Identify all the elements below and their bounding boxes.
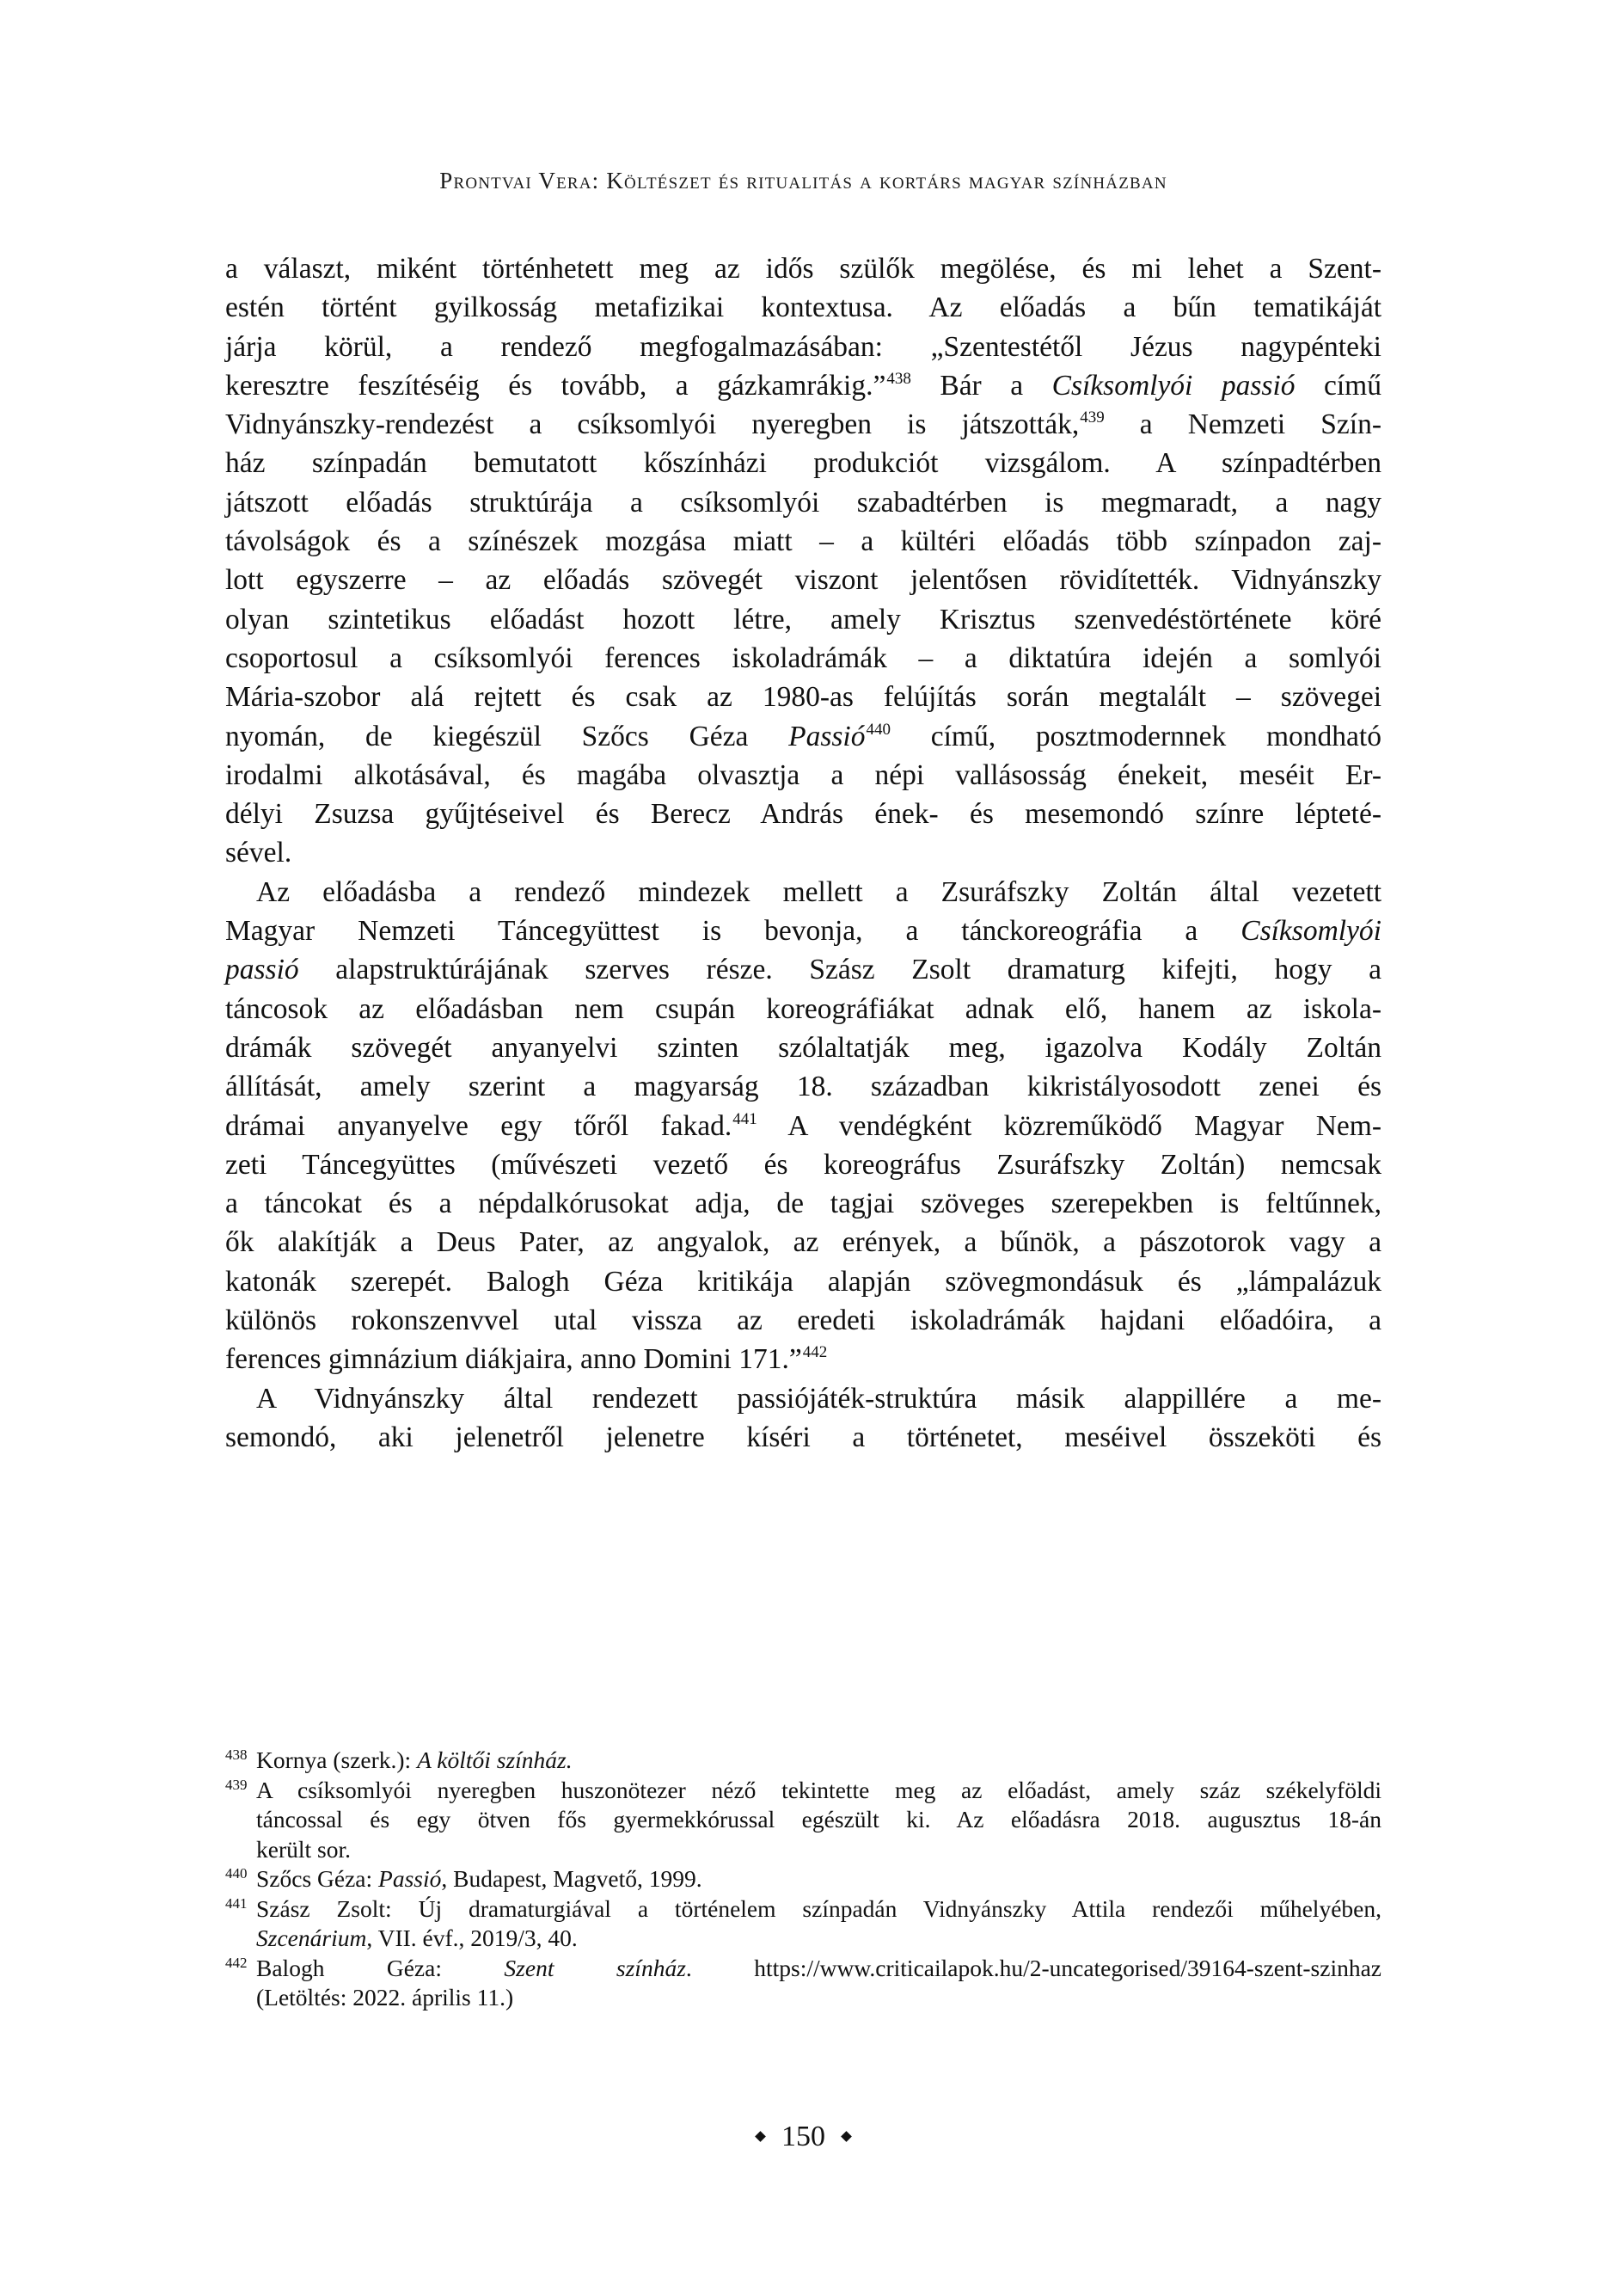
footnote-line [256,1776,1381,1806]
footnote-438 [225,1746,1381,1776]
footnote-number: 440 [225,1865,248,1882]
text-line [225,833,1381,872]
text-line [225,756,1381,795]
text-run: semondó, aki jelenetről jelenetre kíséri a történetet, meséivel összeköti és [225,1421,1381,1453]
text-run: drámák szövegét anyanyelvi szinten szólaltatják meg, igazolva Kodály Zoltán [225,1031,1381,1064]
text-line [225,600,1381,639]
text-run: című, posztmodernnek mondható [890,720,1381,752]
text-run: lott egyszerre – az előadás szövegét viszont jelentősen rövidítették. Vidnyánszky [225,564,1381,597]
text-run: című [1295,369,1381,402]
footnote-439 [225,1776,1381,1865]
italic-title: Passió [378,1865,442,1892]
body-text [225,249,1381,1457]
text-run: ferences gimnázium diákjaira, anno Domini 171.” [225,1343,802,1376]
text-line [225,1067,1381,1106]
footnote-440 [225,1864,1381,1894]
footnote-442 [225,1954,1381,2013]
text-line [225,1028,1381,1067]
footnote-reference: 441 [732,1109,757,1128]
text-run: a Nemzeti Szín- [1104,408,1381,441]
text-run: különös rokonszenvvel utal vissza az eredeti iskoladrámák hajdani előadóira, a [225,1305,1381,1337]
text-line [225,1262,1381,1301]
running-head: Prontvai Vera: Költészet és ritualitás a kortárs magyar színházban [439,168,1167,193]
paragraph [225,1379,1381,1458]
text-run: olyan szintetikus előadást hozott létre, amely Krisztus szenvedéstörténete köré [225,603,1381,635]
text-line [225,522,1381,561]
page-number: 150 [781,2121,825,2152]
text-run: alapstruktúrájának szerves része. Szász Zsolt dramaturg kifejti, hogy a [298,954,1381,986]
text-run: katonák szerepét. Balogh Géza kritikája alapján szövegmondásuk és „lámpalázuk [225,1265,1381,1298]
footnote-line [256,1924,1381,1954]
text-run: került sor. [256,1835,351,1863]
text-run: nyomán, de kiegészül Szőcs Géza [225,720,789,752]
text-run: járja körül, a rendező megfogalmazásában: „Szentestétől Jézus nagypénteki [225,330,1381,363]
text-line [225,950,1381,989]
footnote-reference: 440 [866,720,891,739]
text-line [225,912,1381,950]
italic-title: Szcenárium [256,1925,367,1951]
italic-title: Passió [788,720,866,752]
text-line [225,990,1381,1028]
text-run: . https://www.criticailapok.hu/2-uncategorised/39164-szent-szinhaz [685,1954,1382,1981]
footnote-reference: 442 [802,1343,828,1362]
footnote-line [256,1746,1381,1776]
text-run: délyi Zsuzsa gyűjtéseivel és Berecz András ének- és mesemondó színre lépteté- [225,798,1381,831]
text-run: A vendégként közreműködő Magyar Nem- [757,1109,1381,1142]
text-run: ház színpadán bemutatott kőszínházi produkciót vizsgálom. A színpadtérben [225,447,1381,480]
diamond-icon [755,2131,766,2142]
italic-title: Csíksomlyói [1241,915,1381,948]
italic-title: A költői színház. [417,1747,573,1773]
text-line [225,873,1381,912]
footnote-line [256,1864,1381,1894]
text-line [225,639,1381,678]
text-run: távolságok és a színészek mozgása miatt – a kültéri előadás több színpadon zaj- [225,525,1381,558]
italic-title: passió [225,954,299,986]
text-run: estén történt gyilkosság metafizikai kontextusa. Az előadás a bűn tematikáját [225,292,1381,324]
footnote-line [256,1983,1381,2013]
text-run: csoportosul a csíksomlyói ferences iskoladrámák – a diktatúra idején a somlyói [225,642,1381,674]
text-line [225,288,1381,327]
text-run: sével. [225,837,292,869]
text-run: Vidnyánszky-rendezést a csíksomlyói nyeregben is játszották, [225,408,1080,441]
footnote-line [256,1835,1381,1865]
paragraph [225,873,1381,1379]
text-line [225,1107,1381,1145]
footnotes-section [225,1746,1381,2013]
paragraph [225,249,1381,873]
text-line [225,795,1381,833]
footnote-number: 441 [225,1894,248,1912]
text-line [225,1301,1381,1340]
text-line [225,717,1381,756]
text-run: Szász Zsolt: Új dramaturgiával a történelem színpadán Vidnyánszky Attila rendezői műhelyében, [256,1894,1381,1922]
text-run: Mária-szobor alá rejtett és csak az 1980-as felújítás során megtalált – szövegei [225,681,1381,714]
text-run: Kornya (szerk.): [256,1747,418,1773]
text-line [225,483,1381,522]
footnote-number: 438 [225,1747,248,1763]
footnote-number: 439 [225,1776,248,1793]
italic-title: Szent színház [504,1954,686,1981]
italic-title: Csíksomlyói passió [1051,369,1296,402]
text-run: a táncokat és a népdalkórusokat adja, de tagjai szöveges szerepekben is feltűnnek, [225,1188,1381,1220]
text-line [225,1379,1381,1418]
footnote-line [256,1954,1381,1984]
text-line [225,405,1381,444]
text-run: A csíksomlyói nyeregben huszonötezer néző tekintette meg az előadást, amely száz székelyföldi [256,1776,1381,1803]
text-run: Balogh Géza: [256,1954,505,1981]
text-run: , VII. évf., 2019/3, 40. [366,1925,578,1951]
text-run: a választ, miként történhetett meg az idős szülők megölése, és mi lehet a Szent- [225,253,1381,285]
text-run: ők alakítják a Deus Pater, az angyalok, az erények, a bűnök, a pászotorok vagy a [225,1226,1381,1259]
text-run: játszott előadás struktúrája a csíksomlyói szabadtérben is megmaradt, a nagy [225,486,1381,519]
footnote-number: 442 [225,1954,248,1971]
text-line [225,328,1381,366]
text-run: drámai anyanyelve egy tőről fakad. [225,1109,732,1142]
footnote-line [256,1894,1381,1925]
text-run: zeti Táncegyüttes (művészeti vezető és koreográfus Zsuráfszky Zoltán) nemcsak [225,1148,1381,1181]
text-line [225,249,1381,288]
text-run: Az előadásba a rendező mindezek mellett a Zsuráfszky Zoltán által vezetett [256,875,1381,908]
text-run: Magyar Nemzeti Táncegyüttest is bevonja, a tánckoreográfia a [225,915,1241,948]
text-line [225,1145,1381,1184]
text-line [225,366,1381,405]
text-run: Bár a [910,369,1052,402]
text-run: táncosok az előadásban nem csupán koreográfiákat adnak elő, hanem az iskola- [225,992,1381,1025]
text-line [225,1340,1381,1378]
text-run: A Vidnyánszky által rendezett passiójáték-struktúra másik alappillére a me- [256,1382,1381,1415]
footnote-reference: 438 [886,369,911,388]
text-line [225,678,1381,716]
text-run: keresztre feszítéséig és tovább, a gázkamrákig.” [225,369,886,402]
text-line [225,1184,1381,1223]
text-line [225,561,1381,599]
text-run: (Letöltés: 2022. április 11.) [256,1984,514,2011]
text-run: irodalmi alkotásával, és magába olvasztja a népi vallásosság énekeit, meséit Er- [225,758,1381,791]
footnote-441 [225,1894,1381,1954]
text-run: állítását, amely szerint a magyarság 18. században kikristályosodott zenei és [225,1071,1381,1103]
text-line [225,1223,1381,1262]
text-run: táncossal és egy ötven fős gyermekkórussal egészült ki. Az előadásra 2018. augusztus 18-án [256,1806,1381,1833]
page-number-footer [225,2115,1381,2158]
text-run: Szőcs Géza: [256,1865,379,1892]
footnote-line [256,1805,1381,1835]
text-run: , Budapest, Magvető, 1999. [441,1865,702,1892]
footnote-reference: 439 [1080,408,1105,427]
text-line [225,1418,1381,1457]
diamond-icon [841,2131,852,2142]
text-line [225,444,1381,482]
